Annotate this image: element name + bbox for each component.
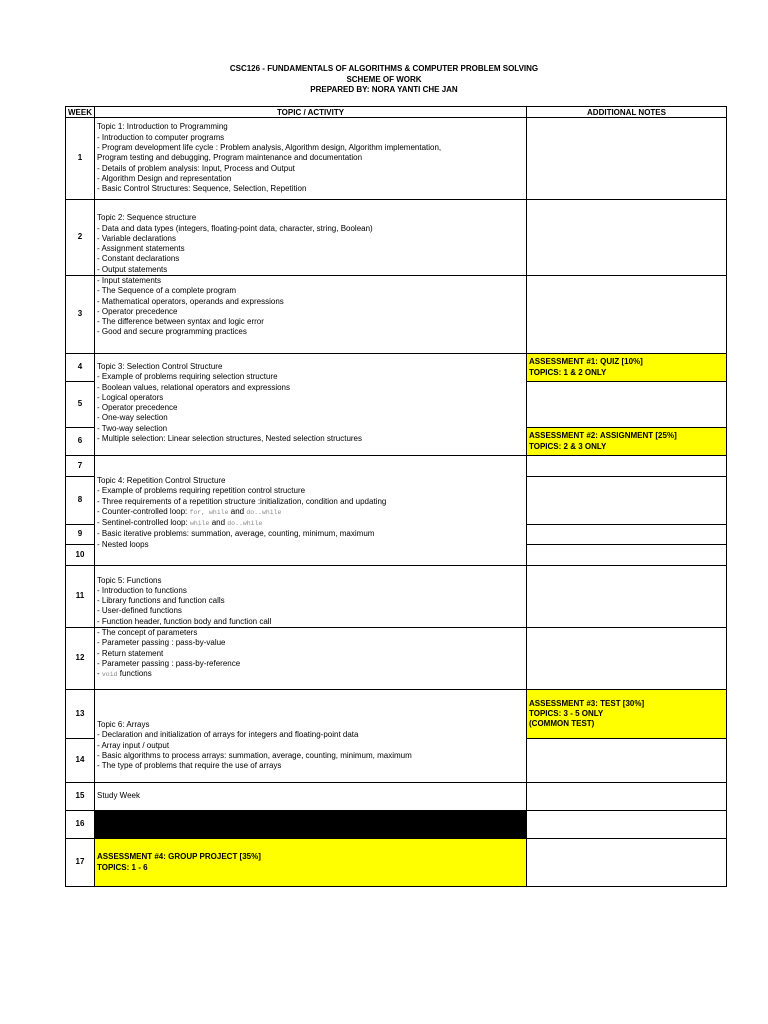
notes-cell <box>527 382 727 428</box>
document-subtitle: SCHEME OF WORK <box>346 74 422 84</box>
topic-line: - Assignment statements <box>97 244 185 254</box>
notes-cell <box>527 739 727 783</box>
week-number: 7 <box>66 456 95 477</box>
week-number: 16 <box>66 811 95 839</box>
topic-line: - Function header, function body and function call <box>97 616 272 626</box>
notes-cell <box>527 118 727 200</box>
code-keyword: while <box>209 508 229 516</box>
table-row <box>66 783 727 811</box>
topic-line: - Example of problems requiring repetition control structure <box>97 486 306 496</box>
code-prefix: - <box>97 669 102 679</box>
topic-line: - Declaration and initialization of arrays for integers and floating-point data <box>97 730 359 740</box>
week-number: 11 <box>66 566 95 628</box>
topic-line: - Program development life cycle : Problem analysis, Algorithm design, Algorithm implementation, <box>97 143 442 153</box>
code-keyword: void <box>101 671 118 679</box>
table-row <box>66 118 727 200</box>
week-number: 15 <box>66 783 95 811</box>
notes-cell <box>527 811 727 839</box>
topic-line: - Introduction to functions <box>97 585 187 595</box>
code-and: and <box>228 506 247 516</box>
topic-line <box>97 669 526 680</box>
topic-line: Topic 4: Repetition Control Structure <box>97 476 226 485</box>
topic-line: - Boolean values, relational operators and expressions <box>97 382 291 392</box>
study-week-cell: Study Week <box>95 783 527 811</box>
topic-cell <box>95 566 527 628</box>
topic-line: - Details of problem analysis: Input, Process and Output <box>97 163 295 173</box>
topic-line: - Example of problems requiring selection structure <box>97 372 278 382</box>
week-column-header: WEEK <box>66 107 95 118</box>
topic-line <box>97 507 526 518</box>
assessment-title: ASSESSMENT #4: GROUP PROJECT [35%] <box>97 852 261 862</box>
notes-cell <box>527 456 727 477</box>
assessment-3-note <box>527 690 727 739</box>
assessment-1-note <box>527 354 727 382</box>
topic-line: - Introduction to computer programs <box>97 132 225 142</box>
topic-line: - Operator precedence <box>97 403 178 413</box>
assessment-topics: TOPICS: 1 - 6 <box>97 862 148 872</box>
topic-line: - Parameter passing : pass-by-reference <box>97 658 241 668</box>
topic-cell <box>95 628 527 690</box>
topic-line: - Basic iterative problems: summation, average, counting, minimum, maximum <box>97 529 375 539</box>
topic-line: Topic 6: Arrays <box>97 720 150 729</box>
topic-cell <box>95 200 527 276</box>
topic-line: - Operator precedence <box>97 306 178 316</box>
topic-line: - The concept of parameters <box>97 628 198 637</box>
assessment-4-cell <box>95 839 527 887</box>
code-keyword: do..while <box>246 508 282 516</box>
table-row <box>66 690 727 739</box>
code-keyword: do..while <box>227 520 263 528</box>
week-number: 14 <box>66 739 95 783</box>
assessment-topics: TOPICS: 1 & 2 ONLY <box>529 367 607 377</box>
week-number: 10 <box>66 545 95 566</box>
code-and: and <box>209 518 228 528</box>
table-row <box>66 354 727 382</box>
week-number: 6 <box>66 428 95 456</box>
topic-line: Topic 2: Sequence structure <box>97 213 197 223</box>
topic-line: - Logical operators <box>97 392 164 402</box>
week-number: 9 <box>66 525 95 545</box>
week-number: 3 <box>66 276 95 354</box>
notes-cell <box>527 200 727 276</box>
topic-column-header: TOPIC / ACTIVITY <box>95 107 527 118</box>
topic-line: - Return statement <box>97 648 164 658</box>
topic-line: - One-way selection <box>97 413 168 423</box>
week-number: 8 <box>66 477 95 525</box>
assessment-title: ASSESSMENT #2: ASSIGNMENT [25%] <box>529 431 677 441</box>
notes-cell <box>527 525 727 545</box>
topic-line: - Array input / output <box>97 740 170 750</box>
document-header <box>0 64 768 96</box>
topic-line: - Input statements <box>97 276 162 285</box>
table-row <box>66 628 727 690</box>
assessment-title: ASSESSMENT #3: TEST [30%] <box>529 698 645 708</box>
week-number: 4 <box>66 354 95 382</box>
topic-line: - Library functions and function calls <box>97 596 225 606</box>
topic-line: Topic 1: Introduction to Programming <box>97 122 228 132</box>
topic-line: - The Sequence of a complete program <box>97 286 237 296</box>
topic-line: - Constant declarations <box>97 254 180 264</box>
topic-line: - Two-way selection <box>97 423 168 433</box>
topic-line: - User-defined functions <box>97 606 182 616</box>
notes-column-header: ADDITIONAL NOTES <box>527 107 727 118</box>
assessment-remark: (COMMON TEST) <box>529 719 595 729</box>
topic-cell <box>95 118 527 200</box>
assessment-topics: TOPICS: 3 - 5 ONLY <box>529 708 604 718</box>
prepared-by: PREPARED BY: NORA YANTI CHE JAN <box>310 85 458 94</box>
table-row <box>66 811 727 839</box>
notes-cell <box>527 276 727 354</box>
topic-line: - Multiple selection: Linear selection structures, Nested selection structures <box>97 434 363 444</box>
topic-line: - Basic Control Structures: Sequence, Selection, Repetition <box>97 184 307 194</box>
notes-cell <box>527 545 727 566</box>
topic-cell <box>95 354 527 456</box>
topic-line: Program testing and debugging, Program maintenance and documentation <box>97 153 363 163</box>
document-title: CSC126 - FUNDAMENTALS OF ALGORITHMS & COMPUTER PROBLEM SOLVING <box>229 64 539 73</box>
week-number: 13 <box>66 690 95 739</box>
topic-line: - Mathematical operators, operands and expressions <box>97 296 284 306</box>
topic-line: - Good and secure programming practices <box>97 327 247 337</box>
table-row <box>66 276 727 354</box>
code-prefix: - Counter-controlled loop: <box>97 506 190 516</box>
week-number: 1 <box>66 118 95 200</box>
week-number: 5 <box>66 382 95 428</box>
code-separator: , <box>201 508 210 516</box>
notes-cell <box>527 628 727 690</box>
table-header-row <box>66 107 727 118</box>
table-row <box>66 200 727 276</box>
assessment-topics: TOPICS: 2 & 3 ONLY <box>529 441 607 451</box>
notes-cell <box>527 839 727 887</box>
blocked-week-cell <box>95 811 527 839</box>
notes-cell <box>527 566 727 628</box>
topic-line: - Data and data types (integers, floating-point data, character, string, Boolean) <box>97 223 373 233</box>
week-number: 12 <box>66 628 95 690</box>
topic-line: - The type of problems that require the use of arrays <box>97 761 282 771</box>
week-number: 17 <box>66 839 95 887</box>
table-row <box>66 839 727 887</box>
topic-line: - Output statements <box>97 264 168 274</box>
code-suffix: functions <box>117 669 152 679</box>
table-row <box>66 566 727 628</box>
topic-cell <box>95 456 527 566</box>
topic-cell <box>95 690 527 783</box>
code-keyword: while <box>189 520 210 528</box>
topic-line: - Variable declarations <box>97 233 177 243</box>
notes-cell <box>527 477 727 525</box>
topic-line: Topic 3: Selection Control Structure <box>97 362 223 371</box>
topic-line <box>97 518 526 529</box>
topic-line: Topic 5: Functions <box>97 575 162 585</box>
topic-line: - Nested loops <box>97 539 149 549</box>
assessment-title: ASSESSMENT #1: QUIZ [10%] <box>529 357 643 367</box>
scheme-of-work-table <box>65 106 727 887</box>
assessment-2-note <box>527 428 727 456</box>
table-row <box>66 456 727 477</box>
code-keyword: for <box>189 508 202 516</box>
topic-line: - Three requirements of a repetition structure :initialization, condition and updating <box>97 496 387 506</box>
topic-line: - Algorithm Design and representation <box>97 173 232 183</box>
code-prefix: - Sentinel-controlled loop: <box>97 518 190 528</box>
topic-cell <box>95 276 527 354</box>
topic-line: - Parameter passing : pass-by-value <box>97 638 226 648</box>
topic-line: - Basic algorithms to process arrays: summation, average, counting, minimum, maximum <box>97 750 412 760</box>
notes-cell <box>527 783 727 811</box>
topic-line: - The difference between syntax and logic error <box>97 317 264 327</box>
week-number: 2 <box>66 200 95 276</box>
